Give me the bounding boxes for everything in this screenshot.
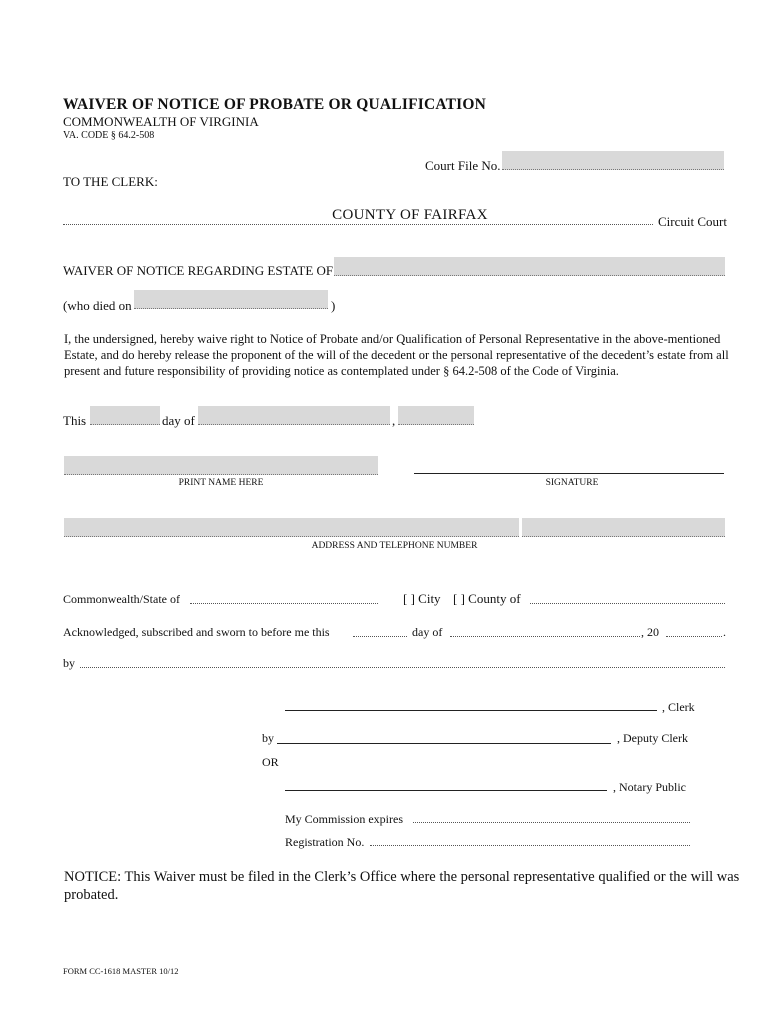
or-label: OR (262, 755, 279, 769)
estate-label: WAIVER OF NOTICE REGARDING ESTATE OF (63, 263, 334, 278)
filing-notice: NOTICE: This Waiver must be filed in the Clerk’s Office where the personal representative qualified or the will was probated. (64, 869, 740, 903)
sworn-day-of-label: day of (412, 625, 443, 639)
sworn-month-field[interactable] (450, 636, 640, 637)
to-clerk-label: TO THE CLERK: (63, 174, 158, 189)
died-on-close: ) (331, 298, 336, 313)
clerk-line[interactable] (285, 710, 657, 711)
circuit-court-label: Circuit Court (658, 214, 727, 229)
notary-label: , Notary Public (613, 780, 686, 794)
estate-name-field[interactable] (334, 257, 725, 276)
by-field[interactable] (80, 667, 725, 668)
day-field[interactable] (90, 406, 160, 425)
print-name-field[interactable] (64, 456, 378, 475)
code-reference: VA. CODE § 64.2-508 (63, 130, 155, 141)
this-label: This (63, 413, 87, 428)
month-field[interactable] (198, 406, 390, 425)
state-of-label: Commonwealth/State of (63, 592, 180, 606)
signature-label: SIGNATURE (545, 478, 599, 488)
signature-line[interactable] (414, 473, 724, 474)
year-field[interactable] (398, 406, 474, 425)
deputy-clerk-label: , Deputy Clerk (617, 731, 688, 745)
deputy-by-label: by (262, 731, 274, 745)
county-of-field[interactable] (530, 603, 725, 604)
county-dotted-line (63, 224, 653, 225)
commission-field[interactable] (413, 822, 690, 823)
address-field[interactable] (64, 518, 519, 537)
sworn-label: Acknowledged, subscribed and sworn to before me this (63, 625, 330, 639)
sworn-day-field[interactable] (353, 636, 407, 637)
died-on-field[interactable] (134, 290, 328, 309)
sworn-period: . (723, 625, 726, 639)
telephone-field[interactable] (522, 518, 725, 537)
by-label: by (63, 656, 75, 670)
city-checkbox[interactable]: [ ] City (403, 591, 441, 606)
county-checkbox[interactable]: [ ] County of (453, 591, 521, 606)
form-number: FORM CC-1618 MASTER 10/12 (63, 966, 179, 976)
registration-label: Registration No. (285, 835, 365, 849)
state-label: COMMONWEALTH OF VIRGINIA (63, 114, 259, 129)
date-comma: , (392, 413, 396, 428)
court-file-field[interactable] (502, 151, 724, 170)
day-of-label: day of (162, 413, 195, 428)
year-prefix: , 20 (641, 625, 659, 639)
registration-field[interactable] (370, 845, 690, 846)
form-title: WAIVER OF NOTICE OF PROBATE OR QUALIFICATION (63, 96, 487, 113)
died-on-label: (who died on (63, 298, 132, 313)
print-name-label: PRINT NAME HERE (178, 478, 264, 488)
deputy-clerk-line[interactable] (277, 743, 611, 744)
county-field[interactable]: COUNTY OF FAIRFAX (332, 207, 488, 223)
court-file-label: Court File No. (425, 158, 501, 173)
waiver-paragraph: I, the undersigned, hereby waive right to Notice of Probate and/or Qualification of Personal Representative in the above-mentioned Estate, and do hereby release the proponent of the will of the decedent or the personal representative of the decedent’s estate from all present and future responsibility of providing notice as contemplated under § 64.2-508 of the Code of Virginia. (64, 332, 729, 378)
sworn-year-field[interactable] (666, 636, 722, 637)
state-of-field[interactable] (190, 603, 378, 604)
commission-label: My Commission expires (285, 812, 404, 826)
notary-line[interactable] (285, 790, 607, 791)
address-label: ADDRESS AND TELEPHONE NUMBER (311, 541, 478, 551)
clerk-label: , Clerk (662, 700, 695, 714)
